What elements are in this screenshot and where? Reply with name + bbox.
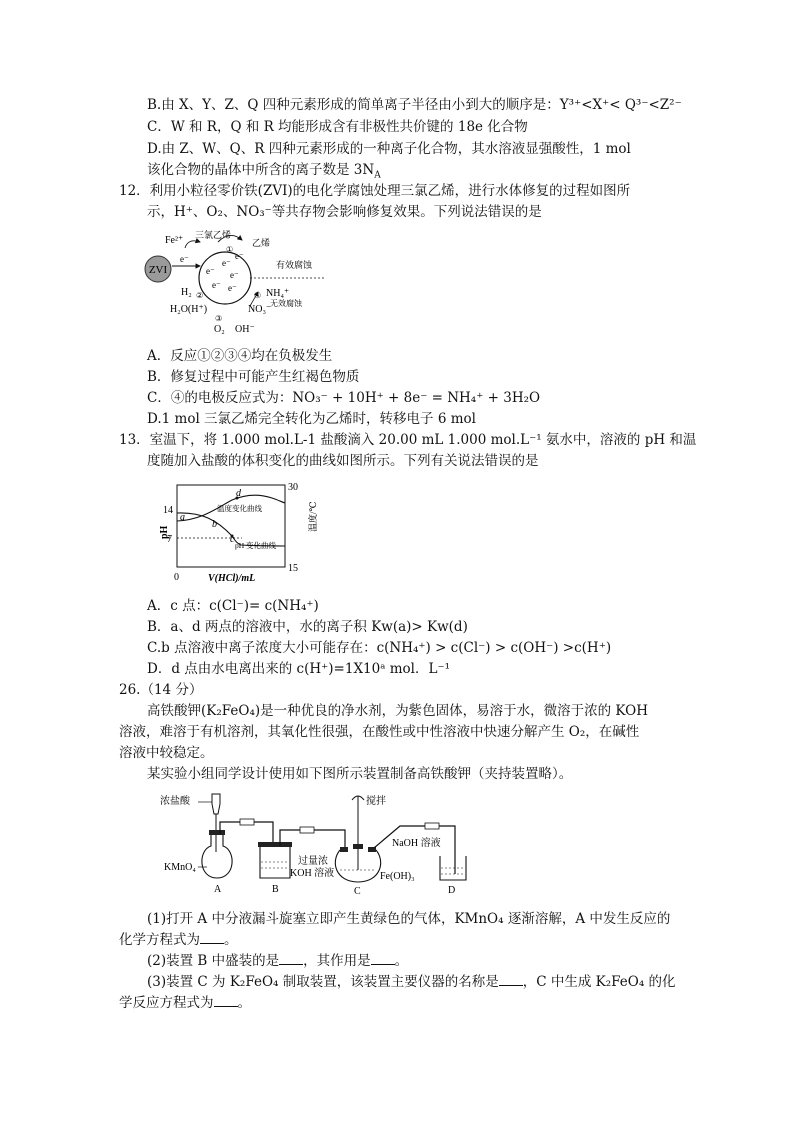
dropping-funnel xyxy=(212,794,220,814)
q13-option-c: C.b 点溶液中离子浓度大小可能存在：c(NH₄⁺) > c(Cl⁻) > c(OH⁻) >c(H⁺) xyxy=(147,640,612,656)
q26-sub3-line2: 学反应方程式为 。 xyxy=(119,995,251,1011)
electron-6: e⁻ xyxy=(228,283,237,293)
q12-option-a: A．反应①②③④均在负极发生 xyxy=(147,348,333,364)
y-tick-14: 14 xyxy=(163,505,173,516)
q26-para-line2: 溶液，难溶于有机溶剂，其氧化性很强，在酸性或中性溶液中快速分解产生 O₂，在碱性 xyxy=(119,724,640,740)
ph-curve-label: pH 变化曲线 xyxy=(235,541,277,550)
step1-mark: ① xyxy=(226,245,234,254)
q12-stem-line1: 12．利用小粒径零价铁(ZVI)的电化学腐蚀处理三氯乙烯，进行水体修复的过程如图所 xyxy=(119,183,631,199)
tce-label: 三氯乙烯 xyxy=(195,230,232,240)
titration-graph xyxy=(152,476,318,586)
q11-option-b: B.由 X、Y、Z、Q 四种元素形成的简单离子半径由小到大的顺序是：Y³⁺<X⁺< Q³⁻<Z²⁻ xyxy=(147,97,682,113)
step3-mark: ③ xyxy=(215,314,223,323)
zvi-label: ZVI xyxy=(148,264,168,276)
label-d: D xyxy=(448,885,456,896)
q26-sub2: (2)装置 B 中盛装的是 ，其作用是 。 xyxy=(147,953,409,969)
q26-para-line4: 某实验小组同学设计使用如下图所示装置制备高铁酸钾（夹持装置略）。 xyxy=(147,766,573,782)
flask-a xyxy=(202,834,232,878)
naoh-label: NaOH 溶液 xyxy=(392,838,441,849)
label-b: B xyxy=(272,884,279,895)
koh-label-1: 过量浓 xyxy=(298,856,328,867)
koh-label-2: KOH 溶液 xyxy=(290,868,335,879)
q26-para-line1: 高铁酸钾(K₂FeO₄)是一种优良的净水剂，为紫色固体，易溶于水，微溶于浓的 KOH xyxy=(147,703,648,719)
y-axis-label: pH xyxy=(159,525,170,539)
ethylene-label: 乙烯 xyxy=(252,238,271,248)
point-c: c xyxy=(230,534,235,545)
answer-blank-2[interactable] xyxy=(279,952,303,965)
stir-label: 搅拌 xyxy=(366,796,386,807)
q26-heading: 26.（14 分） xyxy=(119,682,203,698)
label-a: A xyxy=(214,884,222,895)
electron-3: e⁻ xyxy=(235,251,244,261)
q26-sub3-line1: (3)装置 C 为 K₂FeO₄ 制取装置，该装置主要仪器的名称是 ，C 中生成 K₂FeO₄ 的化 xyxy=(147,974,676,990)
effective-label: 有效腐蚀 xyxy=(276,260,313,270)
zvi-corrosion-diagram xyxy=(140,226,340,336)
step2-mark: ② xyxy=(196,291,204,300)
electron-2: e⁻ xyxy=(222,258,231,268)
point-a: a xyxy=(180,512,185,523)
right-tick-15: 15 xyxy=(288,563,298,574)
q13-stem-line1: 13．室温下，将 1.000 mol.L-1 盐酸滴入 20.00 mL 1.000 mol.L⁻¹ 氨水中，溶液的 pH 和温 xyxy=(119,432,697,448)
point-b: b xyxy=(212,519,217,530)
q13-option-a: A．c 点：c(Cl⁻)= c(NH₄⁺) xyxy=(147,598,319,614)
oh-label: OH⁻ xyxy=(235,324,255,335)
right-axis-label: 温度/℃ xyxy=(308,501,318,532)
q11-option-d-line1: D.由 Z、W、Q、R 四种元素形成的一种离子化合物，其水溶液显强酸性，1 mol xyxy=(147,141,631,157)
q12-option-d: D.1 mol 三氯乙烯完全转化为乙烯时，转移电子 6 mol xyxy=(147,411,476,427)
electron-4: e⁻ xyxy=(230,270,239,280)
feoh3-label: Fe(OH)₃ xyxy=(380,871,415,882)
right-tick-30: 30 xyxy=(288,482,298,493)
q11-option-d-line2: 该化合物的晶体中所含的离子数是 $3N_A$ xyxy=(147,162,381,181)
q12-option-c: C．④的电极反应式为：NO₃⁻ + 10H⁺ + 8e⁻ = NH₄⁺ + 3H₂O xyxy=(147,390,541,406)
no3-label: NO₃⁻ xyxy=(248,304,272,315)
flask-a-stopper xyxy=(209,830,225,835)
electron-arrow-label: e⁻ xyxy=(180,254,189,264)
q12-option-b: B．修复过程中可能产生红褐色物质 xyxy=(147,369,360,385)
label-c: C xyxy=(354,886,361,897)
answer-blank-1[interactable] xyxy=(200,931,224,944)
q26-sub1-line1: (1)打开 A 中分液漏斗旋塞立即产生黄绿色的气体，KMnO₄ 逐渐溶解，A 中发生反应的 xyxy=(147,911,671,927)
electron-5: e⁻ xyxy=(212,280,221,290)
fe2-label: Fe²⁺ xyxy=(165,235,184,246)
q13-option-d: D．d 点由水电离出来的 c(H⁺)=1X10ᵃ mol．L⁻¹ xyxy=(147,661,450,677)
point-d: d xyxy=(236,488,241,499)
answer-blank-4[interactable] xyxy=(499,973,523,986)
hcl-label: 浓盐酸 xyxy=(160,796,190,807)
step4-mark: ④ xyxy=(254,291,262,300)
x-tick-0: 0 xyxy=(174,572,179,583)
temperature-curve-label: 温度变化曲线 xyxy=(217,504,262,513)
o2-label: O₂ xyxy=(214,324,225,335)
apparatus-diagram xyxy=(160,790,480,900)
answer-blank-3[interactable] xyxy=(371,952,395,965)
q26-para-line3: 溶液中较稳定。 xyxy=(119,745,214,761)
h2-label: H₂ xyxy=(181,287,192,298)
x-axis-label: V(HCl)/mL xyxy=(208,573,256,584)
q12-stem-line2: 示，H⁺、O₂、NO₃⁻等共存物会影响修复效果。下列说法错误的是 xyxy=(147,204,542,220)
y-tick-7: 7 xyxy=(167,534,172,545)
h2o-label: H₂O(H⁺) xyxy=(170,304,208,315)
q26-sub1-line2: 化学方程式为 。 xyxy=(119,932,238,948)
electron-1: e⁻ xyxy=(206,266,215,276)
q13-stem-line2: 度随加入盐酸的体积变化的曲线如图所示。下列有关说法错误的是 xyxy=(147,453,539,469)
answer-blank-5[interactable] xyxy=(214,994,238,1007)
kmno4-label: KMnO₄ xyxy=(164,862,196,873)
nh4-label: NH₄⁺ xyxy=(266,288,290,299)
ineffective-label: 无效腐蚀 xyxy=(270,299,302,308)
q11-option-c: C．W 和 R，Q 和 R 均能形成含有非极性共价键的 18e 化合物 xyxy=(147,119,528,135)
q13-option-b: B．a、d 两点的溶液中，水的离子积 Kw(a)> Kw(d) xyxy=(147,619,468,635)
